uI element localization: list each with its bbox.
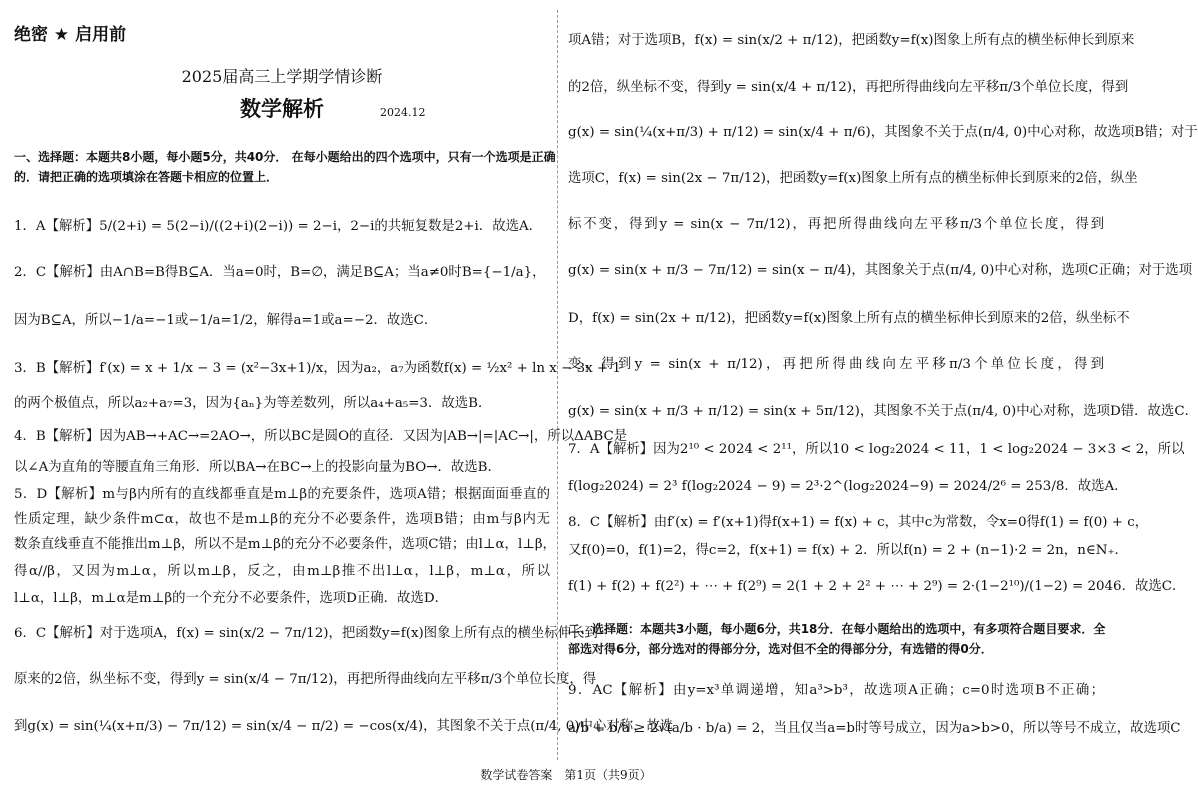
answer-5-cont-2: 数条直线垂直不能推出m⊥β，所以不是m⊥β的充分不必要条件，选项C错；由l⊥α，l⊥β， xyxy=(14,537,556,552)
answer-6: 6．C【解析】对于选项A，f(x) = sin(x/2 − 7π/12)，把函数y=f(x)图象上所有点的横坐标伸长到 xyxy=(14,626,598,641)
page-title: 数学解析 xyxy=(240,97,324,121)
answer-7: 7．A【解析】因为2¹⁰ < 2024 < 2¹¹，所以10 < log₂2024 < 11，1 < log₂2024 − 3×3 < 2，所以 xyxy=(568,442,1185,457)
answer-9: 9．AC【解析】由y=x³单调递增，知a³>b³，故选项A正确；c=0时选项B不正确； xyxy=(568,683,1104,698)
answer-6-cont-9: D，f(x) = sin(2x + π/12)，把函数y=f(x)图象上所有点的横坐标伸长到原来的2倍，纵坐标不 xyxy=(568,311,1130,326)
section-1-instructions-cont: 的．请把正确的选项填涂在答题卡相应的位置上． xyxy=(14,170,279,184)
section-1-instructions: 一、选择题：本题共8小题，每小题5分，共40分． 在每小题给出的四个选项中，只有一个选项是正确 xyxy=(14,150,556,164)
answer-8-cont-1: 又f(0)=0，f(1)=2，得c=2，f(x+1) = f(x) + 2．所以f(n) = 2 + (n−1)·2 = 2n，n∈N₊． xyxy=(568,543,1128,558)
answer-5: 5．D【解析】m与β内所有的直线都垂直是m⊥β的充要条件，选项A错；根据面面垂直的 xyxy=(14,487,550,502)
answer-6-cont-7: 标不变，得到y = sin(x − 7π/12)，再把所得曲线向左平移π/3个单位长度，得到 xyxy=(568,217,1104,232)
answer-4: 4．B【解析】因为AB→+AC→=2AO→，所以BC是圆O的直径．又因为|AB→|=|AC→|，所以ΔABC是 xyxy=(14,429,628,444)
answer-2-cont: 因为B⊆A，所以−1/a=−1或−1/a=1/2，解得a=1或a=−2．故选C． xyxy=(14,313,438,328)
answer-5-cont-4: l⊥α，l⊥β，m⊥α是m⊥β的一个充分不必要条件，选项D正确．故选D． xyxy=(14,591,448,606)
exam-date: 2024.12 xyxy=(380,106,426,119)
answer-2: 2．C【解析】由A∩B=B得B⊆A．当a=0时，B=∅，满足B⊆A；当a≠0时B={−1/a}， xyxy=(14,265,546,280)
section-2-instructions: 二、选择题：本题共3小题，每小题6分，共18分．在每小题给出的选项中，有多项符合题目要求．全 xyxy=(568,622,1106,636)
answer-1: 1．A【解析】5/(2+i) = 5(2−i)/((2+i)(2−i)) = 2−i，2−i的共轭复数是2+i．故选A． xyxy=(14,219,543,234)
answer-6-cont-1: 原来的2倍，纵坐标不变，得到y = sin(x/4 − 7π/12)，再把所得曲线向左平移π/3个单位长度，得 xyxy=(14,672,597,687)
answer-6-cont-4: 的2倍，纵坐标不变，得到y = sin(x/4 + π/12)，再把所得曲线向左平移π/3个单位长度，得到 xyxy=(568,80,1129,95)
answer-6-cont-5: g(x) = sin(¼(x+π/3) + π/12) = sin(x/4 + π/6)，其图象不关于点(π/4, 0)中心对称，故选项B错；对于 xyxy=(568,125,1198,140)
left-column xyxy=(14,0,674,770)
answer-4-cont: 以∠A为直角的等腰直角三角形．所以BA→在BC→上的投影向量为BO→．故选B． xyxy=(14,460,501,475)
answer-3-cont: 的两个极值点，所以a₂+a₇=3，因为{aₙ}为等差数列，所以a₄+a₅=3．故选B． xyxy=(14,396,492,411)
answer-5-cont-3: 得α//β，又因为m⊥α，所以m⊥β，反之，由m⊥β推不出l⊥α，l⊥β，m⊥α，所以 xyxy=(14,564,550,579)
answer-5-cont-1: 性质定理，缺少条件m⊂α，故也不是m⊥β的充分不必要条件，选项B错；由m与β内无 xyxy=(14,512,550,527)
answer-7-cont: f(log₂2024) = 2³ f(log₂2024 − 9) = 2³·2^(log₂2024−9) = 2024/2⁶ = 253/8．故选A． xyxy=(568,479,1128,494)
right-column xyxy=(568,0,1198,770)
answer-3: 3．B【解析】f′(x) = x + 1/x − 3 = (x²−3x+1)/x，因为a₂，a₇为函数f(x) = ½x² + ln x − 3x + 1 xyxy=(14,361,621,376)
exam-title: 2025届高三上学期学情诊断 xyxy=(181,67,383,86)
column-divider xyxy=(557,10,558,760)
answer-6-cont-10: 变，得到y = sin(x + π/12)，再把所得曲线向左平移π/3个单位长度，得到 xyxy=(568,357,1104,372)
answer-8: 8．C【解析】由f′(x) = f′(x+1)得f(x+1) = f(x) + c，其中c为常数，令x=0得f(1) = f(0) + c， xyxy=(568,515,1149,530)
confidential-label: 绝密 ★ 启用前 xyxy=(14,25,127,45)
page-footer: 数学试卷答案 第1页（共9页） xyxy=(480,768,652,782)
answer-6-cont-6: 选项C，f(x) = sin(2x − 7π/12)，把函数y=f(x)图象上所有点的横坐标伸长到原来的2倍，纵坐 xyxy=(568,171,1138,186)
answer-6-cont-8: g(x) = sin(x + π/3 − 7π/12) = sin(x − π/4)，其图象关于点(π/4, 0)中心对称，选项C正确；对于选项 xyxy=(568,263,1193,278)
answer-6-cont-2: 到g(x) = sin(¼(x+π/3) − 7π/12) = sin(x/4 − π/2) = −cos(x/4)，其图象不关于点(π/4, 0)中心对称，故选 xyxy=(14,719,674,734)
answer-6-cont-3: 项A错；对于选项B，f(x) = sin(x/2 + π/12)，把函数y=f(x)图象上所有点的横坐标伸长到原来 xyxy=(568,33,1135,48)
section-2-instructions-cont: 部选对得6分，部分选对的得部分分，选对但不全的得部分分，有选错的得0分． xyxy=(568,642,993,656)
answer-6-cont-11: g(x) = sin(x + π/3 + π/12) = sin(x + 5π/12)，其图象不关于点(π/4, 0)中心对称，选项D错．故选C． xyxy=(568,404,1198,419)
answer-9-cont: a/b + b/a ≥ 2√(a/b · b/a) = 2，当且仅当a=b时等号成立，因为a>b>0，所以等号不成立，故选项C xyxy=(568,721,1181,736)
answer-8-cont-2: f(1) + f(2) + f(2²) + ⋯ + f(2⁹) = 2(1 + 2 + 2² + ⋯ + 2⁹) = 2·(1−2¹⁰)/(1−2) = 2046．故选C． xyxy=(568,579,1186,594)
